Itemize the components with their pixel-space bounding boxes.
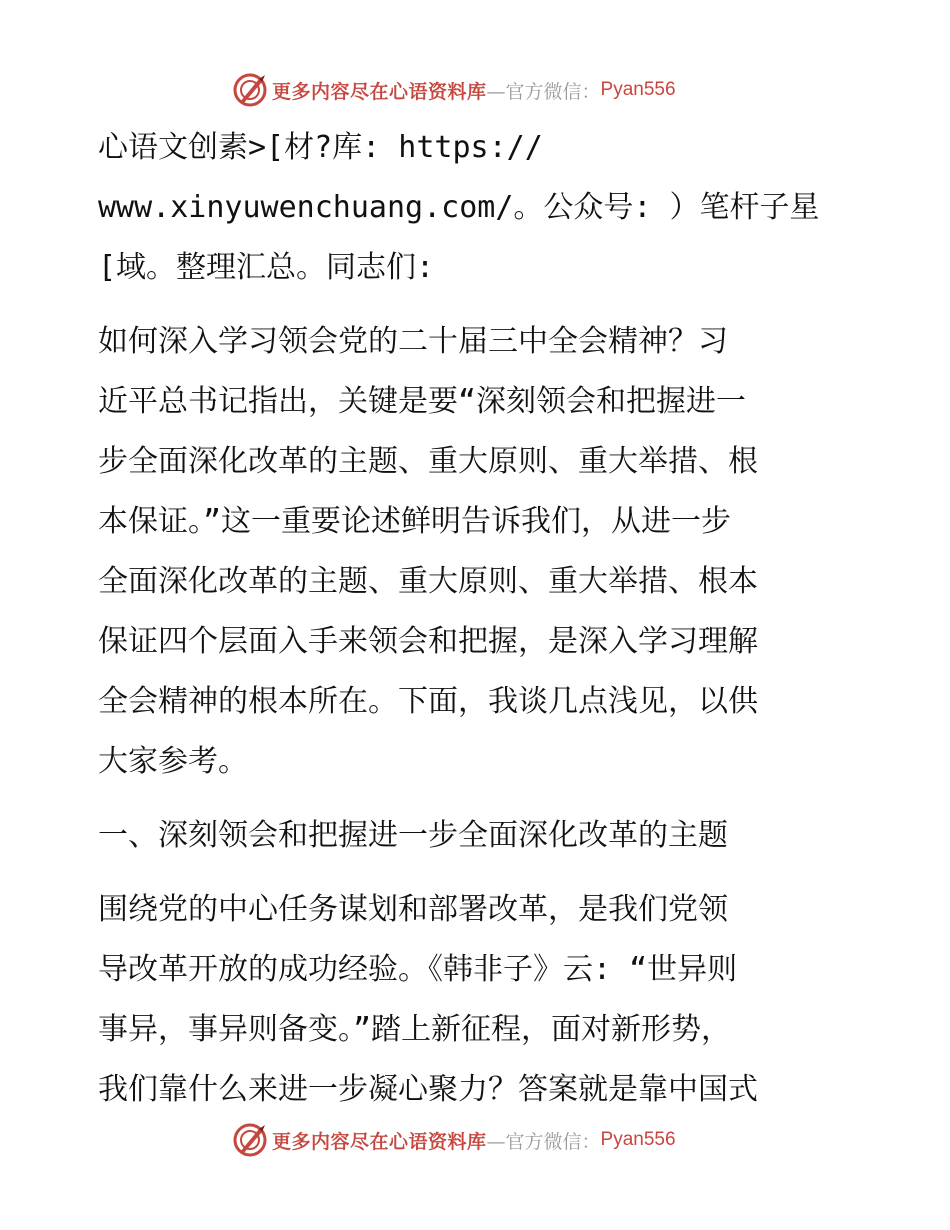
- brush-logo-icon: [232, 72, 268, 108]
- text-line: 大家参考。: [98, 744, 248, 779]
- banner-wechat-id: Pyan556: [600, 79, 676, 100]
- header-watermark: [232, 70, 676, 110]
- text-line: 我们靠什么来进一步凝心聚力？答案就是靠中国式: [98, 1072, 758, 1107]
- text-line: 近平总书记指出，关键是要“深刻领会和把握进一: [98, 384, 747, 419]
- brush-logo-icon: [232, 1122, 268, 1158]
- text-line: 全面深化改革的主题、重大原则、重大举措、根本: [98, 564, 758, 599]
- text-line: 围绕党的中心任务谋划和部署改革，是我们党领: [98, 892, 728, 927]
- text-line: 导改革开放的成功经验。《韩非子》云: “世异则: [98, 952, 738, 987]
- paragraph-section-one: [98, 880, 858, 1120]
- text-line: 全会精神的根本所在。下面，我谈几点浅见，以供: [98, 684, 758, 719]
- text-line: 心语文创素>[材?库: https://: [98, 130, 543, 165]
- section-heading: [98, 806, 858, 866]
- paragraph-intro: [98, 118, 858, 298]
- heading-line: 一、深刻领会和把握进一步全面深化改革的主题: [98, 818, 728, 853]
- footer-watermark: [232, 1120, 676, 1160]
- text-line: 本保证。”这一重要论述鲜明告诉我们，从进一步: [98, 504, 732, 539]
- text-line: www.xinyuwenchuang.com/。公众号: ）笔杆子星: [98, 190, 820, 225]
- banner-promo-text: 更多内容尽在心语资料库: [272, 1130, 487, 1153]
- document-body: [98, 118, 858, 1120]
- text-line: 如何深入学习领会党的二十届三中全会精神？习: [98, 324, 728, 359]
- text-line: 保证四个层面入手来领会和把握，是深入学习理解: [98, 624, 758, 659]
- banner-wechat-label: —官方微信：: [486, 1130, 601, 1153]
- banner-promo-text: 更多内容尽在心语资料库: [272, 80, 487, 103]
- banner-wechat-label: —官方微信：: [486, 80, 601, 103]
- text-line: 事异，事异则备变。”踏上新征程，面对新形势，: [98, 1012, 732, 1047]
- banner-wechat-id: Pyan556: [600, 1129, 676, 1150]
- text-line: 步全面深化改革的主题、重大原则、重大举措、根: [98, 444, 758, 479]
- paragraph-opening: [98, 312, 858, 792]
- text-line: [域。整理汇总。同志们:: [98, 250, 435, 285]
